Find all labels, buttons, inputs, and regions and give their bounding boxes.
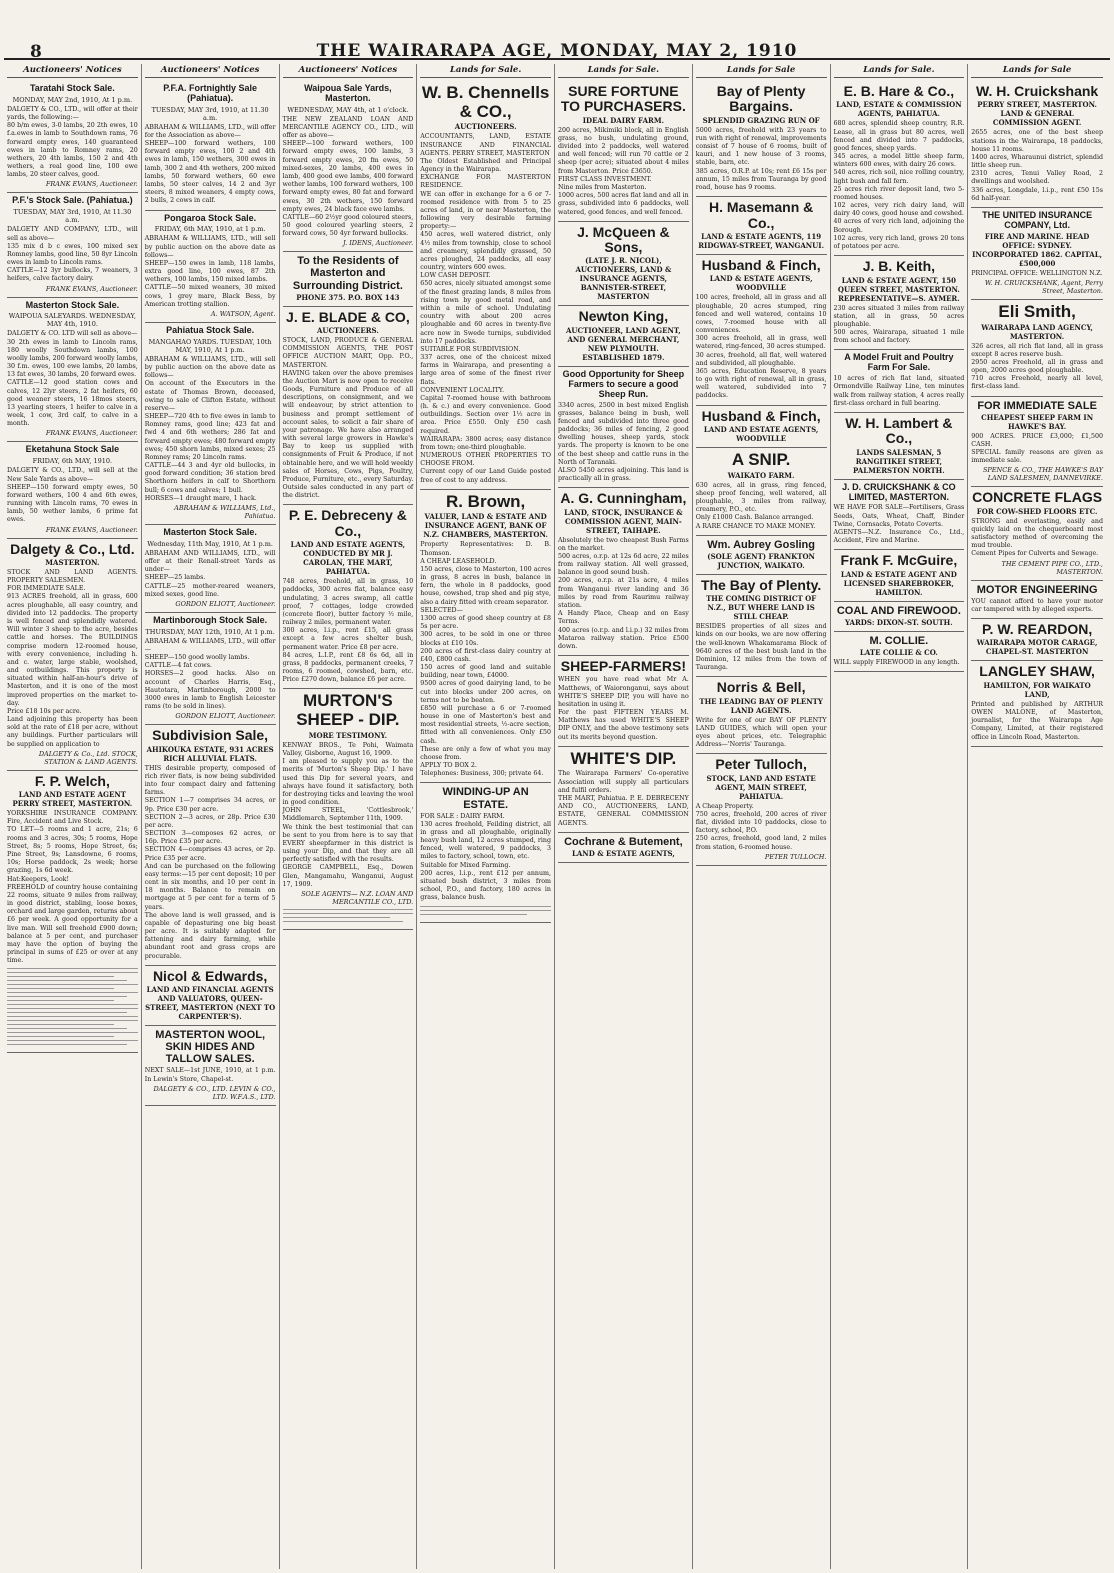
column-8 <box>968 64 1106 1569</box>
ad-subtitle: AUCTIONEERS. <box>454 122 517 132</box>
advertisement <box>696 754 827 865</box>
ad-title: Husband & Finch, <box>701 407 821 424</box>
ad-title: Pahiatua Stock Sale. <box>166 324 255 335</box>
ad-subtitle: MORE TESTIMONY. <box>308 730 388 740</box>
ad-title: A. G. Cunningham, <box>560 490 687 507</box>
ad-date: TUESDAY, MAY 3rd, 1910, At 11.30 a.m. <box>13 208 132 225</box>
ad-title: MOTOR ENGINEERING <box>976 583 1098 596</box>
ad-body: YORKSHIRE INSURANCE COMPANY. Fire, Accident and Live Stock. TO LET—5 rooms and 1 acre, 21s; 6 rooms and 3 acres, 30s; 5 rooms, Hope Street, 8s; 5 rooms, Hope Street, 6s; Pine Street, 9s; Lansdowne, 6 rooms, 10s; Horse paddock, 2s week; horse grazing, 1s 6d week. Hat:Keepers, Look! FREEHOLD of country house containing 22 rooms, situate 9 miles from railway, in good district, stabling, loose boxes, orchard and large garden, returns about £6 per week. A good opportunity for a live man. Will sell freehold £900 down; balance at 5 per cent, and purchaser may have the option of buying the principal in sums of £25 or over at any time. <box>7 810 138 965</box>
ad-body: THE NEW ZEALAND LOAN AND MERCANTILE AGENCY CO., LTD., will offer as above— SHEEP—100 forward wethers, 100 forward empty ewes, 100 lambs, 3 forward empty ewes, 20 fm ewes, 50 mixed-sexes, 20 lambs, 400 ewes in lamb, 400 good ewe lambs, 400 forward wether lambs, 100 forward wethers, 100 forward empty ewes, 80 fat and forward ewes, 30 2th wethers, 150 forward empty ewes, 24 black face ewe lambs. CATTLE—60 2½yr good coloured steers, 50 good coloured yearling steers, 2 forward cows, 50 4yr forward bullocks. <box>282 115 414 238</box>
ad-subtitle: HAMILTON, FOR WAIKATO LAND, <box>983 680 1091 699</box>
ad-subtitle: WAIKATO FARM. <box>727 470 795 480</box>
ad-title: Masterton Stock Sale. <box>163 526 257 537</box>
ad-body: 3340 acres, 2500 in best mixed English grasses, balance being in bush, well fenced and subdivided into three good paddocks; 36 miles of fencing, 2 good dwelling houses, sheep yards, stock yards. The property is known to be one of the best sheep and cattle runs in the North of Taranaki. ALSO 5450 acres adjoining. This land is practically all in grass. <box>558 401 689 483</box>
advertisement <box>558 488 689 656</box>
advertisement <box>834 350 965 412</box>
advertisement <box>420 81 551 490</box>
column-3 <box>280 64 418 1569</box>
ad-body: ACCOUNTANTS, LAND, ESTATE INSURANCE AND FINANCIAL AGENTS. PERRY STREET, MASTERTON The Oldest Established and Principal Agency in the Wairarapa. EXCHANGE FOR MASTERTON RESIDENCE. WE can offer in exchange for a 6 or 7-roomed residence with from 5 to 25 acres of land, in or near Masterton, the following very desirable farming property:— 450 acres, well watered district, only 4½ miles from township, close to school and creamery, splendidly grassed, 50 acres ploughed, 24 paddocks, all easy country, winters 600 ewes. LOW CASH DEPOSIT. 650 acres, nicely situated amongst some of the finest grazing lands, 8 miles from rising town by good metal road, and within a mile of school. Undulating country with about 200 acres ploughable and 60 acres in twenty-five acre now in Swede turnips, subdivided into 17 paddocks. SUITABLE FOR SUBDIVISION. 337 acres, one of the choicest mixed farms in Wairarapa, and presenting a large area of some of the finest river flats. CONVENIENT LOCALITY. Capital 7-roomed house with bathroom (h. & c.) and every convenience. Good outbuildings. Section over 1½ acre in area. Price £550. Only £50 cash required. WAIRARAPA: 3800 acres; easy distance from town; one-third ploughable. NUMEROUS OTHER PROPERTIES TO CHOOSE FROM. Current copy of our Land Guide posted free of cost to any address. <box>420 133 551 484</box>
ad-body: ABRAHAM & WILLIAMS, LTD., will offer for the Association as above— SHEEP—100 forward wethers, 100 forward empty ewes, 100 2 and 4th ewes in lamb, 150 wethers, 300 ewes in lamb, 300 2 and 4th wethers, 200 mixed lambs, 50 forward wethers, 60 ewe lambs, 50 steer calves, 14 2 and 3yr steers, 8 mixed weaners, 4 empty cows, 2 bulls, 2 cows in calf. <box>144 123 276 205</box>
ad-subtitle: WAIRARAPA LAND AGENCY, MASTERTON. <box>981 322 1093 341</box>
ad-date: MANGAHAO YARDS. TUESDAY, 10th MAY, 1910, At 1 p.m. <box>148 337 272 354</box>
ad-title: Husband & Finch, <box>701 256 821 273</box>
column-heading: Lands for Sale. <box>834 64 965 78</box>
advertisement <box>558 656 689 747</box>
ad-body: 630 acres, all in grass, ring fenced, sheep proof fencing, well watered, all ploughable, 3 miles from railway, creamery, P.O., etc. Only £1000 Cash. Balance arranged. A RARE CHANCE TO MAKE MONEY. <box>695 481 827 530</box>
advertisement <box>834 81 965 256</box>
ad-body: Absolutely the two cheapest Bush Farms on the market. 500 acres, o.r.p. at 12s 6d acre, 22 miles from railway station. All well grassed, balance in good sound bush. 200 acres, o.r.p. at 21s acre, 4 miles from Wanganui river landing and 36 miles by road from Raurimu railway station. A Handy Place, Cheap and on Easy Terms. 400 acres (o.r.p. and l.i.p.) 32 miles from Mataroa railway station. Price £500 down. <box>558 536 689 650</box>
ad-subtitle: LAND AND FINANCIAL AGENTS AND VALUATORS, QUEEN-STREET, MASTERTON (NEXT TO CARPENTER'S). <box>145 985 276 1022</box>
masthead <box>4 0 1110 60</box>
advertisement <box>283 689 414 929</box>
ad-title: R. Brown, <box>445 491 526 511</box>
ad-title: FOR IMMEDIATE SALE <box>977 399 1097 412</box>
advertisement <box>558 222 689 307</box>
ad-title: Martinborough Stock Sale. <box>153 614 268 625</box>
ad-subtitle: AUCTIONEERS. <box>316 326 379 336</box>
ad-signature: J. IDENS, Auctioneer. <box>342 239 414 248</box>
ad-title: H. Masemann & Co., <box>709 199 814 231</box>
advertisement <box>696 197 827 255</box>
advertisement <box>7 771 138 1054</box>
advertisement <box>558 747 689 833</box>
ad-subtitle: LAND AND ESTATE AGENTS, CONDUCTED BY MR J. CAROLAN, THE MART, PAHIATUA. <box>290 540 406 577</box>
ad-signature: FRANK EVANS, Auctioneer. <box>45 429 138 438</box>
advertisement <box>834 550 965 601</box>
ad-title: To the Residents of Masterton and Surrounding District. <box>292 255 403 292</box>
ad-title: W. H. Cruickshank <box>976 83 1099 99</box>
ad-body: DALGETY & CO. LTD will sell as above— 30 2th ewes in lamb to Lincoln rams, 180 woolly Southdown lambs, 100 woolly lambs, 200 forward woolly lambs, 30 f.m. ewes, 100 ewe lambs, 20 lambs, 13 fat ewes, 30 lambs, 20 forward ewes. CATTLE—12 good station cows and calves, 12 2lyr steers, 2 fat heifers, 60 good weaner steers, 16 18mos steers, 13 yearling steers, 1 heifer to calve in a week, 1 cow, 3rd calf, to calve in a month. <box>7 330 138 428</box>
ad-signature: DALGETY & CO., LTD. LEVIN & CO., LTD. W.F.A.S., LTD. <box>153 1084 276 1101</box>
advertisement <box>7 81 138 193</box>
advertisement <box>7 539 138 771</box>
ad-body: Printed and published by ARTHUR OWEN MALONE, of Masterton, journalist, for the Wairarapa Age Company, Limited, at their registered office in Lincoln Road, Masterton. <box>971 700 1103 741</box>
advertisement <box>283 505 414 689</box>
ad-date: FRIDAY, 6th MAY, 1910, at 1 p.m. <box>154 225 266 234</box>
ad-body: 5000 acres, freehold with 23 years to run with right of renewal, improvements consist of 7 house of 6 rooms, built of kauri, and 1 new house of 3 rooms, stable, barn, etc. 385 acres, O.R.P. at 10s; rent £6 15s per annum, 15 miles from Tauranga by good road, house has 9 rooms. <box>695 126 827 191</box>
advertisement <box>834 256 965 350</box>
columns <box>4 64 1110 1569</box>
ad-signature: SPENCE & CO., THE HAWKE'S BAY LAND SALESMEN, DANNEVIRKE. <box>982 466 1103 483</box>
ad-subtitle: LAND AND ESTATE AGENT PERRY STREET, MASTERTON. <box>12 790 133 809</box>
ad-body: BESIDES properties of all sizes and kinds on our books, we are now offering the well-known Whakamarama Block of 9640 acres of the best bush land in the Dominion, 12 miles from the town of Tauranga. <box>695 623 827 672</box>
ad-subtitle: (SOLE AGENT) FRANKTON JUNCTION, WAIKATO. <box>707 551 815 570</box>
ad-title: Wm. Aubrey Gosling <box>707 538 815 551</box>
ad-title: J. E. BLADE & CO, <box>286 308 410 325</box>
ad-subtitle: LANDS SALESMAN, 5 RANGITIKEI STREET, PALMERSTON NORTH. <box>853 447 945 475</box>
ad-signature: FRANK EVANS, Auctioneer. <box>45 180 138 189</box>
illegible-text <box>7 968 138 1045</box>
column-1 <box>4 64 142 1569</box>
advertisement <box>696 255 827 406</box>
advertisement <box>283 307 414 506</box>
advertisement <box>7 193 138 297</box>
ad-body: 680 acres, splendid sheep country, R.R. Lease, all in grass but 80 acres, well fenced and divided into 7 paddocks, good fences, sheep yards. 345 acres, a model little sheep farm, winters 600 ewes, with dairy 26 cows. 540 acres, rich soil, nice rolling country, light bush and fall fern. 25 acres rich river deposit land, two 5-roomed houses. 102 acres, very rich dairy land, will dairy 40 cows, good house and cowshed. 40 acres of very rich land, adjoining the Borough. 102 acres, very rich land, grows 20 tons of potatoes per acre. <box>833 120 965 250</box>
ad-subtitle: WAIRARAPA MOTOR CARAGE, CHAPEL-ST. MASTERTON <box>976 638 1098 657</box>
ad-signature: W. H. CRUICKSHANK, Agent, Perry Street, Masterton. <box>984 278 1103 295</box>
ad-subtitle: THE LEADING BAY OF PLENTY LAND AGENTS. <box>699 696 823 715</box>
ad-signature: PETER TULLOCH. <box>764 852 827 861</box>
column-heading: Auctioneers' Notices <box>283 64 414 78</box>
advertisement <box>145 323 276 525</box>
column-heading: Lands for Sale. <box>558 64 689 78</box>
ad-title: MASTERTON WOOL, SKIN HIDES AND TALLOW SALES. <box>155 1029 266 1066</box>
advertisement <box>696 677 827 754</box>
ad-title: CONCRETE FLAGS <box>972 489 1103 506</box>
ad-body: STRONG and everlasting, easily and quickly laid on the chequerboard most satisfactory method of overcoming the mud trouble. Cement Pipes for Culverts and Sewage. <box>971 517 1103 558</box>
ad-signature: ABRAHAM & WILLIAMS, Ltd., Pahiatua. <box>174 503 276 520</box>
ad-signature: FRANK EVANS, Auctioneer. <box>45 284 138 293</box>
ad-subtitle: FOR COW-SHED FLOORS ETC. <box>976 506 1098 516</box>
ad-title: W. B. Chennells & CO., <box>421 83 550 121</box>
ad-signature: FRANK EVANS, Auctioneer. <box>45 525 138 534</box>
ad-title: Taratahi Stock Sale. <box>29 83 115 93</box>
ad-title: P. W. REARDON, <box>982 621 1093 638</box>
ad-body: Property Representatives: D. B. Thomson. A CHEAP LEASEHOLD. 150 acres, close to Masterton, 100 acres in grass, 8 acres in bush, balance in fern, the whole in 8 paddocks, good house, cowshed, trap shed and pig stye, also a dairy fitted with cream separator. SELECTED— 1300 acres of good sheep country at £8 5s per acre. 300 acres, to be sold in one or three blocks at £10 10s. 200 acres of first-class dairy country at £40, £800 cash. 150 acres of good land and suitable building, near town, £4000. 9500 acres of good dairying land, to be cut into blocks under 200 acres, on terms not to be beaten. £850 will purchase a 6 or 7-roomed house in one of Masterton's best and most residential streets, ½-acre section, fitted with all conveniences. Only £50 cash. These are only a few of what you may choose from. APPLY TO BOX 2. Telephones: Business, 300; private 64. <box>420 541 551 778</box>
ad-title: P.F.'s Stock Sale. (Pahiatua.) <box>12 195 133 206</box>
advertisement <box>145 1026 276 1106</box>
advertisement <box>971 208 1103 300</box>
ad-subtitle: THE COMING DISTRICT OF N.Z., BUT WHERE LAND IS STILL CHEAP. <box>706 594 817 622</box>
ad-date: TUESDAY, MAY 3rd, 1910, at 11.30 a.m. <box>151 105 269 122</box>
ad-title: COAL AND FIREWOOD. <box>836 604 961 617</box>
ad-subtitle: LAND & ESTATE AGENT AND LICENSED SHAREBROKER, HAMILTON. <box>840 569 957 597</box>
advertisement <box>971 661 1103 746</box>
ad-body: YOU cannot afford to have your motor car tampered with by alleged experts. <box>971 597 1103 613</box>
advertisement <box>145 613 276 725</box>
ad-title: P.F.A. Fortnightly Sale (Pahiatua). <box>163 83 258 103</box>
ad-title: Dalgety & Co., Ltd. <box>10 540 135 557</box>
ad-body: 10 acres of rich flat land, situated Ormondville Railway Line, ten minutes walk from railway station, 4 acres really first-class orchard in full bearing. <box>833 375 965 407</box>
ad-body: DALGETY & CO., LTD., will offer at their yards, the following:— 80 b/m ewes, 3-0 lambs, 20 2th ewes, 10 f.a.ewes in lamb to Southdown rams, 76 forward empty ewes, 140 guaranteed ewes in lamb to Romney rams, 20 wethers, 20 4th lambs, 150 2 and 4th wethers, a real good line, 100 ewe lambs, 20 steer calves, good. <box>7 105 138 179</box>
ad-title: W. H. Lambert & Co., <box>845 414 953 447</box>
ad-body: The Wairarapa Farmers' Co-operative Association will supply all particulars and fulfil orders. THE MART, Pahiatua. P. E. DEBRECENY AND CO., AUCTIONEERS, LAND, ESTATE, GENERAL COMMISSION AGENTS. <box>558 770 689 827</box>
ad-subtitle: YARDS: DIXON-ST. SOUTH. <box>844 617 953 627</box>
ad-subtitle: SPLENDID GRAZING RUN OF <box>702 115 820 125</box>
advertisement <box>834 632 965 672</box>
advertisement <box>971 619 1103 661</box>
ad-title: SHEEP-FARMERS! <box>560 658 686 675</box>
ad-body: 100 acres, freehold, all in grass and all ploughable, 20 acres stumped, ring fenced and well watered, contains 10 cows, 7-roomed house with all conveniences. 300 acres freehold, all in grass, well watered, ring-fenced, 30 acres stumped. 30 acres, freehold, all flat, well watered and subdivided, all ploughable. 365 acres, Education Reserve, 8 years to go with right of renewal, all in grass, well watered, subdivided into 7 paddocks. <box>695 294 827 400</box>
ad-subtitle: MASTERTON. <box>45 557 100 567</box>
ad-subtitle: IDEAL DAIRY FARM. <box>582 115 665 125</box>
ad-title: Cochrane & Butement, <box>564 835 683 848</box>
ad-subtitle: CHEAPEST SHEEP FARM IN HAWKE'S BAY. <box>981 412 1094 431</box>
illegible-text <box>283 909 414 922</box>
column-7 <box>831 64 969 1569</box>
ad-body: 326 acres, all rich flat land, all in grass except 8 acres reserve bush. 2950 acres Freehold, all in grass and open, 2000 acres good ploughable. 710 acres Freehold, nearly all level, first-class land. <box>971 342 1103 391</box>
advertisement <box>558 306 689 366</box>
ad-title: Frank F. McGuire, <box>840 552 958 569</box>
ad-body: KENWAY BROS., Te Pohi, Waimata Valley, Gisborne, August 16, 1909. I am pleased to supply you as to the merits of 'Murton's Sheep Dip.' I have used this Dip for several years, and always have found it satisfactory, both for destroying ticks and leaving the wool in good condition. JOHN STEEL, 'Cottlesbrook,' Middlemarch, September 11th, 1909. We think the best testimonial that can be sent to you from here is to say that EVERY sheepfarmer in this district is using your Dip, and that they are all perfectly satisfied with the results. GEORGE CAMPBELL, Esq., Dowen Glen, Mangamahu, Wanganui, August 17, 1909. <box>282 741 414 888</box>
ad-subtitle: STOCK, LAND AND ESTATE AGENT, MAIN STREET, PAHIATUA. <box>706 773 816 801</box>
ad-subtitle: VALUER, LAND & ESTATE AND INSURANCE AGENT, BANK OF N.Z. CHAMBERS, MASTERTON. <box>423 512 548 540</box>
ad-date: MONDAY, MAY 2nd, 1910, At 1 p.m. <box>12 95 133 104</box>
ad-body: ABRAHAM AND WILLIAMS, LTD., will offer at their Renall-street Yards as under— SHEEP—25 lambs. CATTLE—25 mother-reared weaners, mixed sexes, good line. <box>144 549 276 598</box>
ad-body: ABRAHAM & WILLIAMS, LTD., will offer— SHEEP—150 good woolly lambs. CATTLE—4 fat cows. HORSES—2 good hacks. Also on account of Charles Harris, Esq., Hautotara, Martinborough, 2000 to 3000 ewes in lamb to English Leicester rams (to be sold in lines). <box>144 637 276 711</box>
column-heading: Auctioneers' Notices <box>7 64 138 78</box>
page-number: 8 <box>30 42 42 62</box>
ad-subtitle: (LATE J. R. NICOL), AUCTIONEERS, LAND & INSURANCE AGENTS, BANNISTER-STREET, MASTERTON <box>575 256 672 302</box>
advertisement <box>971 581 1103 619</box>
ad-title: Norris & Bell, <box>716 679 806 696</box>
ad-title: J. B. Keith, <box>862 258 936 275</box>
advertisement <box>7 442 138 538</box>
ad-title: WINDING-UP AN ESTATE. <box>442 786 529 811</box>
ad-signature: DALGETY & Co., Ltd. STOCK, STATION & LAND AGENTS. <box>38 749 138 766</box>
ad-body: STOCK AND LAND AGENTS. PROPERTY SALESMEN. FOR IMMEDIATE SALE. 913 ACRES freehold, all in grass, 600 acres ploughable, all easy country, and divided into 12 paddocks. The property is well fenced and splendidly watered. Will winter 3 sheep to the acre, besides cattle and horses. The BUILDINGS comprise modern 12-roomed house, with every convenience, including h. and c. water, large stable, woolshed, and outbuildings. This property is situated within half-an-hour's drive of Masterton, and it is one of the most improved properties on the market to-day. Price £18 10s per acre. Land adjoining this property has been sold at the rate of £18 per acre, without any buildings. Further particulars will be supplied on application to <box>7 568 138 748</box>
ad-date: WEDNESDAY, MAY 4th, at 1 o'clock. <box>287 105 409 114</box>
ad-subtitle: LAND & ESTATE AGENTS, WOODVILLE <box>709 274 813 293</box>
ad-body: 230 acres situated 3 miles from railway station, all in grass, 50 acres ploughable. 500 acres, Wairarapa, situated 1 mile from school and factory. <box>833 304 965 345</box>
column-heading: Lands for Sale <box>696 64 827 78</box>
ad-title: J. McQueen & Sons, <box>577 223 670 256</box>
ad-title: LANGLEY SHAW, <box>979 663 1095 680</box>
ad-body: 900 ACRES. PRICE £3,000; £1,500 CASH. SPECIAL family reasons are given as immediate sale. <box>971 432 1103 465</box>
ad-body: THIS desirable property, composed of rich river flats, is now being subdivided into four compact dairy and fattening farms. SECTION 1—7 comprises 34 acres, or 9p. Price £30 per acre. SECTION 2—3 acres, or 28p. Price £30 per acre. SECTION 3—composes 62 acres, or 16p. Price £35 per acre. SECTION 4—comprises 43 acres, or 2p. Price £35 per acre. And can be purchased on the following easy terms:—15 per cent deposit; 10 per cent in six months, and 10 per cent in 18 months. Balance to remain on mortgage at 5 per cent for a term of 5 years. The above land is well grassed, and is capable of depasturing one big beast per acre. It is suitably adapted for fattening and dairy farming, while abundant root and grass crops are procurable. <box>144 764 276 960</box>
ad-subtitle: AUCTIONEER, LAND AGENT, AND GENERAL MERCHANT, NEW PLYMOUTH. ESTABLISHED 1879. <box>566 325 681 362</box>
ad-title: Waipoua Sale Yards, Masterton. <box>304 83 392 103</box>
ad-body: WHEN you have read what Mr A. Matthews, of Waioronganui, says about WHITE'S SHEEP DIP, you will have no hesitation in using it. For the past FIFTEEN YEARS M. Matthews has used WHITE'S SHEEP DIP ONLY, and the above testimony sets out its merits beyond question. <box>558 676 689 741</box>
ad-title: THE UNITED INSURANCE COMPANY, Ltd. <box>982 209 1093 230</box>
ad-signature: SOLE AGENTS— N.Z. LOAN AND MERCANTILE CO., LTD. <box>301 889 414 906</box>
ad-title: Newton King, <box>578 308 669 325</box>
ad-title: E. B. Hare & Co., <box>843 83 955 99</box>
ad-subtitle: LATE COLLIE & CO. <box>859 647 938 657</box>
ad-subtitle: LAND & ESTATE AGENT, 150 QUEEN STREET, MASTERTON. REPRESENTATIVE—S. AYMER. <box>837 275 960 303</box>
ad-title: Eketahuna Stock Sale <box>25 444 120 455</box>
ad-subtitle: LAND & ESTATE AGENTS, <box>571 848 675 858</box>
ad-subtitle: LAND AND ESTATE AGENTS, WOODVILLE <box>703 424 819 443</box>
ad-signature: A. WATSON, Agent. <box>210 309 276 318</box>
column-2 <box>142 64 280 1569</box>
advertisement <box>696 81 827 197</box>
advertisement <box>558 81 689 222</box>
advertisement <box>145 211 276 323</box>
ad-signature: GORDON ELIOTT, Auctioneer. <box>175 599 276 608</box>
advertisement <box>283 81 414 252</box>
ad-body: Write for one of our BAY OF PLENTY LAND GUIDES, which will open your eyes about prices, etc. Telegraphic Address—'Norris' Tauranga. <box>695 716 827 749</box>
ad-subtitle: PHONE 375. P.O. BOX 143 <box>296 292 400 302</box>
advertisement <box>558 367 689 488</box>
ad-body: A Cheap Property. 750 acres, freehold, 200 acres of river flat, divided into 10 paddocks, close to factory, school, P.O. 250 acres, freehold, good land, 2 miles from station, 6-roomed house. <box>695 802 827 851</box>
ad-date: FRIDAY, 6th MAY, 1910. <box>32 457 113 466</box>
advertisement <box>145 525 276 613</box>
advertisement <box>834 602 965 632</box>
ad-title: Nicol & Edwards, <box>152 967 268 984</box>
column-heading: Auctioneers' Notices <box>145 64 276 78</box>
advertisement <box>7 298 138 443</box>
ad-subtitle: FIRE AND MARINE. HEAD OFFICE: SYDNEY. INCORPORATED 1862. CAPITAL, £500,000 <box>972 231 1103 268</box>
ad-body: 2655 acres, one of the best sheep stations in the Wairarapa, 18 paddocks, house 11 rooms. 1400 acres, Wharaunui district, splendid little sheep run. 2310 acres, Tenui Valley Road, 2 dwellings and woolshed. 336 acres, Longdale, l.i.p., rent £50 15s 6d half-year. <box>971 129 1103 202</box>
advertisement <box>420 490 551 784</box>
advertisement <box>696 536 827 575</box>
advertisement <box>558 833 689 863</box>
ad-date: WAIPOUA SALEYARDS. WEDNESDAY, MAY 4th, 1910. <box>8 312 136 329</box>
ad-subtitle: LAND, STOCK, INSURANCE & COMMISSION AGENT, MAIN-STREET, TAIHAPE. <box>564 507 683 535</box>
illegible-text <box>420 906 551 915</box>
ad-body: NEXT SALE—1st JUNE, 1910, at 1 p.m. In Lewin's Store, Chapel-st. <box>144 1067 276 1083</box>
ad-signature: THE CEMENT PIPE CO., LTD., MASTERTON. <box>1001 559 1103 576</box>
ad-title: A Model Fruit and Poultry Farm For Sale. <box>844 352 954 373</box>
ad-body: PRINCIPAL OFFICE: WELLINGTON N.Z. <box>971 269 1103 277</box>
advertisement <box>834 413 965 480</box>
ad-date: Wednesday, 11th May, 1910, At 1 p.m. <box>147 539 273 548</box>
ad-body: STOCK, LAND, PRODUCE & GENERAL COMMISSION AGENTS, THE POST OFFICE AUCTION MART, Opp. P.O., MASTERTON. HAVING taken over the above premises the Auction Mart is now open to receive Goods, Furniture and Produce of all descriptions, on consignment, and we will endeavour, by strict attention to business and prompt settlement of account sales, to solicit a fair share of your patronage. We have also arranged with several large growers in Hawke's Bay to keep us supplied with consignments of Fruit & Produce, if not obtainable here, and we will hold weekly sales of Horses, Cows, Pigs, Poultry, Produce, Furniture, etc., every Saturday. Outside sales conducted in any part of the district. <box>282 337 414 500</box>
ad-subtitle: AHIKOUKA ESTATE, 931 ACRES RICH ALLUVIAL FLATS. <box>146 744 274 763</box>
advertisement <box>420 783 551 922</box>
ad-body: DALGETY & CO., LTD., will sell at the New Sale Yards as above— SHEEP—150 forward empty ewes, 50 forward wethers, 100 4 and 6th ewes, running with Lincoln rams, 70 ewes in lamb, 50 wether lambs, 6 prime fat ewes. <box>7 467 138 524</box>
column-6 <box>693 64 831 1569</box>
newspaper-title: THE WAIRARAPA AGE, MONDAY, MAY 2, 1910 <box>316 41 798 61</box>
advertisement <box>971 397 1103 488</box>
advertisement <box>145 966 276 1026</box>
ad-body: ABRAHAM & WILLIAMS, LTD., will sell by public auction on the above date as follows— On account of the Executors in the estate of Thomas Brown, deceased, owing to sale of Clifton Estate, without reserve— SHEEP—720 4th to five ewes in lamb to Romney rams, good line; 423 fat and fwd 4 and 6th wethers; 286 fat and forward empty ewes; 480 forward empty ewes; 450 shorn lambs, mixed sexes; 25 Romney rams; 20 Lincoln rams. CATTLE—44 3 and 4yr old bullocks, in good forward condition; 36 station bred Shorthorn heifers in calf to Shorthorn bull; 6 cows and calves; 1 bull. HORSES—1 draught mare, 1 hack. <box>144 355 276 502</box>
ad-signature: GORDON ELIOTT, Auctioneer. <box>175 712 276 721</box>
ad-body: FOR SALE : DAIRY FARM. 130 acres freehold, Feilding district, all in grass and all ploughable, originally heavy bush land, 12 acres stumped, ring fenced, well watered, 9 paddocks, 3 miles to factory, school, town, etc. Suitable for Mixed Farming. 200 acres, l.i.p., rent £12 per annum, situated bush district, 3 miles from school, P.O., and factory, 180 acres in grass, balance bush. <box>420 812 551 902</box>
ad-subtitle: LAND, ESTATE & COMMISSION AGENTS, PAHIATUA. <box>836 100 962 119</box>
ad-title: Eli Smith, <box>998 301 1076 321</box>
ad-title: Pongaroa Stock Sale. <box>164 212 257 223</box>
ad-body: WE HAVE FOR SALE—Fertilisers, Grass Seeds, Oats, Wheat, Chaff, Binder Twine, Cornsacks, Potato Coverts. AGENTS—N.Z. Insurance Co., Ltd., Accident, Fire and Marine. <box>833 504 965 545</box>
ad-title: The Bay of Plenty. <box>700 576 822 593</box>
advertisement <box>971 300 1103 397</box>
ad-title: Peter Tulloch, <box>715 756 807 773</box>
ad-title: Good Opportunity for Sheep Farmers to secure a good Sheep Run. <box>562 368 685 399</box>
column-heading: Lands for Sale <box>971 64 1103 78</box>
advertisement <box>971 487 1103 580</box>
advertisement <box>696 406 827 448</box>
column-heading: Lands for Sale. <box>420 64 551 78</box>
ad-title: SURE FORTUNE TO PURCHASERS. <box>560 83 686 115</box>
advertisement <box>834 480 965 551</box>
advertisement <box>696 448 827 536</box>
ad-body: DALGETY AND COMPANY, LTD., will sell as above— 135 mix d b c ewes, 100 mixed sex Romney lambs, good line, 50 8yr Lincoln ewes in lamb to Lincoln rams. CATTLE—12 3yr bullocks, 7 weaners, 3 heifers, calve factory dairy. <box>7 226 138 283</box>
ad-date: THURSDAY, MAY 12th, 1910, At 1 p.m. <box>145 627 275 636</box>
ad-title: Bay of Plenty Bargains. <box>716 83 806 115</box>
advertisement <box>145 725 276 966</box>
ad-title: Masterton Stock Sale. <box>25 299 120 310</box>
advertisement <box>283 252 414 306</box>
ad-title: F. P. Welch, <box>34 772 110 789</box>
column-4 <box>417 64 555 1569</box>
ad-title: WHITE'S DIP. <box>570 748 677 768</box>
ad-body: 200 acres, Mikimiki block, all in English grass, no bush, undulating ground, divided into 2 paddocks, well watered and well fenced; will run 70 cattle or 2 sheep (per acre); situated about 4 miles from Masterton. Price £3650. FIRST CLASS INVESTMENT. Nine miles from Masterton. 1000 acres, 500 acres flat land and all in grass, subdivided into 6 paddocks, well watered, good fences, and well fenced. <box>558 126 689 216</box>
ad-title: Subdivision Sale, <box>152 727 269 744</box>
advertisement <box>971 81 1103 208</box>
ad-title: MURTON'S SHEEP - DIP. <box>296 691 400 730</box>
ad-title: P. E. Debreceny & Co., <box>288 507 407 539</box>
advertisement <box>696 575 827 677</box>
ad-body: ABRAHAM & WILLIAMS, LTD., will sell by public auction on the above date as follows— SHEEP—150 ewes in lamb, 118 lambs, extra good line, 100 ewes, 87 2th wethers, 100 lambs, 150 mixed lambs. CATTLE—50 mixed weaners, 30 mixed cows, 1 grey mare, Black Bess, by American trotting stallion. <box>144 235 276 308</box>
ad-body: WILL supply FIREWOOD in any length. <box>833 658 960 666</box>
ad-title: A SNIP. <box>731 449 791 469</box>
ad-body: 748 acres, freehold, all in grass, 10 paddocks, 300 acres flat, balance easy undulating, 3 acres swamp, all cattle proof, 7 cottages, lodge crowded (concrete floor), butter factory ½ mile, railway 2 miles, permanent water. 300 acres, l.i.p., rent £15, all grass except a few acres shelter bush, permanent water. Price £8 per acre. 84 acres, L.I.P., rent £8 6s 6d, all in grass, 8 paddocks, permanent creeks, 7 rooms, 6 roomed, cowshed, barn, etc. Price £270 down, balance £6 per acre. <box>282 578 414 684</box>
advertisement <box>145 81 276 211</box>
ad-title: M. COLLIE. <box>869 634 929 647</box>
ad-title: J. D. CRUICKSHANK & CO LIMITED, MASTERTON. <box>842 481 956 502</box>
ad-subtitle: PERRY STREET, MASTERTON. LAND & GENERAL COMMISSION AGENT. <box>977 100 1097 128</box>
ad-subtitle: LAND & ESTATE AGENTS, 119 RIDGWAY-STREET, WANGANUI. <box>698 231 825 250</box>
column-5 <box>555 64 693 1569</box>
